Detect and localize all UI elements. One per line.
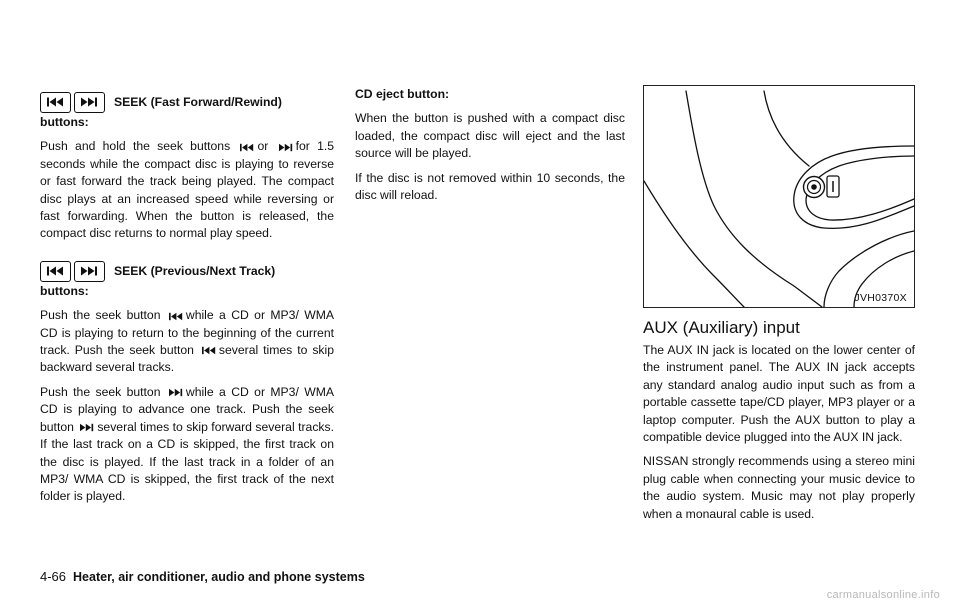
paragraph-text: several times to skip backward several tracks. xyxy=(40,343,334,375)
page-footer xyxy=(40,569,365,584)
paragraph-text: several times to skip forward several tracks. If the last track on a CD is skipped, the first track on the disc is played. If the last track in a folder of an MP3/ WMA CD is skipped, the first track of the next folder is played. xyxy=(40,419,334,504)
seek-prev-next-title: SEEK (Previous/Next Track) xyxy=(114,263,276,278)
aux-paragraph-2: NISSAN strongly recommends using a stereo mini plug cable when connecting your music device to the audio system. Music may not play properly when a monaural cable is used. xyxy=(643,454,915,521)
seek-back-icon xyxy=(240,143,254,152)
seek-forward-button-symbol xyxy=(74,92,105,113)
seek-back-icon xyxy=(202,346,216,355)
seek-next-paragraph xyxy=(40,384,334,506)
paragraph-text: Push and hold the seek buttons xyxy=(40,139,231,154)
paragraph-text: for 1.5 seconds while the compact disc is playing to reverse or fast forward the track being played. The compact disc plays at an increased speed while reversing or fast forwarding. When the button is released, the compact disc returns to normal play speed. xyxy=(40,139,335,241)
seek-forward-button-symbol xyxy=(74,261,105,282)
paragraph-text: while a CD or MP3/ WMA CD is playing to advance one track. Push the seek button xyxy=(40,384,335,434)
aux-jack-illustration xyxy=(643,85,915,308)
middle-column xyxy=(355,86,625,211)
paragraph-text: Push the seek button xyxy=(40,308,161,323)
seek-back-button-symbol xyxy=(40,92,71,113)
seek-forward-icon xyxy=(279,143,293,152)
seek-forward-icon xyxy=(81,97,98,107)
seek-ff-rewind-heading xyxy=(40,92,334,113)
seek-forward-icon xyxy=(81,266,98,276)
cd-eject-paragraph-2: If the disc is not removed within 10 seconds, the disc will reload. xyxy=(355,170,625,203)
paragraph-text: Push the seek button xyxy=(40,384,161,399)
aux-paragraph-1: The AUX IN jack is located on the lower center of the instrument panel. The AUX IN jack accepts any standard analog audio input such as from a portable cassette tape/CD player, MP3 player or a laptop computer. Push the AUX button to play a compatible device plugged into the AUX IN jack. xyxy=(643,343,915,445)
cd-eject-title: CD eject button: xyxy=(355,87,450,101)
seek-back-icon xyxy=(169,312,183,321)
watermark: carmanualsonline.info xyxy=(826,589,940,601)
dashboard-drawing xyxy=(644,86,914,307)
right-column xyxy=(643,342,915,530)
page-number: 4-66 xyxy=(40,569,67,584)
cd-eject-paragraph-1: When the button is pushed with a compact disc loaded, the compact disc will eject and the last source will be played. xyxy=(355,111,625,161)
seek-back-button-symbol xyxy=(40,261,71,282)
seek-ff-rewind-paragraph xyxy=(40,138,334,242)
seek-forward-icon xyxy=(80,423,94,432)
paragraph-text: or xyxy=(257,139,269,154)
left-column xyxy=(40,92,334,513)
seek-back-icon xyxy=(47,266,64,276)
figure-code: JVH0370X xyxy=(854,292,907,304)
footer-section-title: Heater, air conditioner, audio and phone systems xyxy=(73,570,365,584)
seek-prev-next-title-cont: buttons: xyxy=(40,283,89,298)
seek-prev-paragraph xyxy=(40,307,334,377)
aux-jack-icon xyxy=(804,176,840,198)
paragraph-text: while a CD or MP3/ WMA CD is playing to return to the beginning of the current track. Push the seek button xyxy=(40,308,335,358)
seek-ff-rewind-title-cont: buttons: xyxy=(40,115,89,129)
seek-back-icon xyxy=(47,97,64,107)
seek-ff-rewind-title: SEEK (Fast Forward/Rewind) xyxy=(114,94,282,109)
seek-forward-icon xyxy=(169,388,183,397)
seek-prev-next-heading xyxy=(40,261,334,282)
aux-section-title: AUX (Auxiliary) input xyxy=(643,318,800,337)
